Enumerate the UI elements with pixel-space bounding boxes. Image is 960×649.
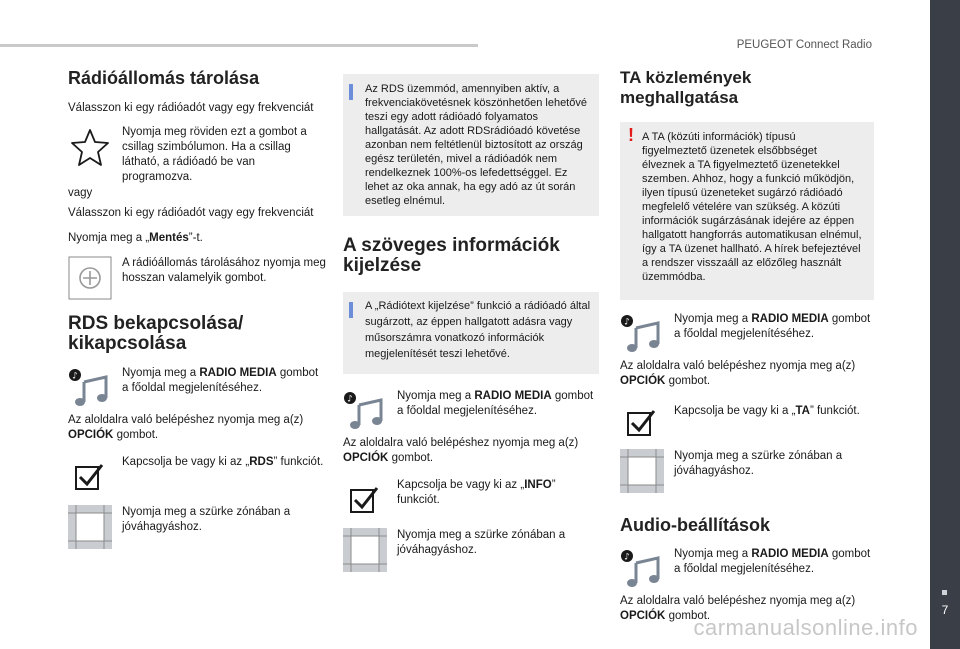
save-instruction: Nyomja meg a „Mentés”-t. [68,232,203,244]
section-title-rds: RDS bekapcsolása/ kikapcsolása [68,313,244,354]
warning-note-text: A TA (közúti információk) típusú figyelmeztető üzenetek elsőbbséget élveznek a TA figyelmeztető üzenetekkel szemben. Ahhoz, hogy a funkció működjön, ilyen típusú üzeneteket sugárzó rádióadó megfelelő vételére van szükség. A közúti információk sugárzásának idejére az éppen hallgatott hangforrás automatikusan elnémul, így a TA üzenet hallható. A hírek befejeztével a rendszer visszaáll az előzőleg használt üzemmódba. [642,131,862,283]
page-number: 7 [941,603,949,617]
column-1 [68,68,326,549]
column-2 [343,74,599,572]
warning-note-ta [620,122,874,300]
plus-instruction: A rádióállomás tárolásához nyomja meg hosszan valamelyik gombot. [122,257,326,284]
music-note-icon [620,312,664,356]
instruction-row-toggle [620,401,874,445]
radio-instruction: Nyomja meg a RADIO MEDIA gombot a főoldal megjelenítéséhez. [674,313,871,340]
instruction-row-confirm [343,528,599,572]
info-note-text: Az RDS üzemmód, amennyiben aktív, a frekvenciakövetésnek köszönhetően lehetővé teszi egy adott rádióadó folyamatos hallgatását. Az adott RDSrádióadó követése azonban nem feltétlenül biztosított az ország egész területén, mivel a rádióadók nem rendelkeznek 100%-os lefedettséggel. Ez lehet az oka annak, ha egy adó az út során esetleg elnémul. [365,83,587,207]
checkbox-icon [620,401,664,445]
instruction-row-radio [343,389,599,433]
page-marker [942,590,947,595]
grey-zone-icon [68,505,112,549]
add-preset-icon [68,256,112,300]
or-text: vagy [68,187,93,199]
instruction-row-toggle [343,478,599,522]
warning-icon: ! [628,125,634,145]
music-note-icon [68,366,112,410]
instruction-row-plus [68,256,326,300]
info-note-radiotext [343,292,599,374]
header-label: PEUGEOT Connect Radio [736,39,872,51]
options-instruction: Az aloldalra való belépéshez nyomja meg a(z) OPCIÓK gombot. [343,437,579,464]
instruction-row-star [68,125,326,185]
section-title-store-station: Rádióállomás tárolása [68,68,260,88]
watermark: carmanualsonline.info [693,615,918,640]
music-note-icon [343,389,387,433]
header-rule [0,44,478,47]
confirm-instruction: Nyomja meg a szürke zónában a jóváhagyáshoz. [397,529,566,556]
section-title-ta: TA közlemények meghallgatása [620,68,752,107]
instruction-row-radio-2 [620,547,874,591]
checkbox-icon [343,478,387,522]
svg-text:♪: ♪ [347,394,353,405]
svg-text:♪: ♪ [624,552,630,563]
instruction-row-radio [68,366,326,410]
info-marker [349,84,353,100]
section-title-text-info: A szöveges információk kijelzése [343,235,560,276]
toggle-instruction: Kapcsolja be vagy ki az „INFO” funkciót. [397,479,556,506]
instruction-row-confirm [68,505,326,549]
toggle-instruction: Kapcsolja be vagy ki a „TA” funkciót. [674,405,860,417]
page-sidebar [930,0,960,649]
instruction-text: Válasszon ki egy rádióadót vagy egy frekvenciát [68,102,314,114]
star-icon [68,125,112,169]
info-note-rds [343,74,599,216]
toggle-instruction: Kapcsolja be vagy ki az „RDS” funkciót. [122,456,324,468]
svg-text:♪: ♪ [624,317,630,328]
music-note-icon [620,547,664,591]
section-title-audio: Audio-beállítások [620,515,771,535]
star-instruction: Nyomja meg röviden ezt a gombot a csillag szimbólumon. Ha a csillag látható, a rádióadó be van programozva. [122,126,307,183]
radio-instruction: Nyomja meg a RADIO MEDIA gombot a főoldal megjelenítéséhez. [397,390,594,417]
options-instruction: Az aloldalra való belépéshez nyomja meg a(z) OPCIÓK gombot. [620,595,856,622]
radio-instruction: Nyomja meg a RADIO MEDIA gombot a főoldal megjelenítéséhez. [674,548,871,575]
grey-zone-icon [620,449,664,493]
instruction-text-2: Válasszon ki egy rádióadót vagy egy frekvenciát [68,207,314,219]
options-instruction: Az aloldalra való belépéshez nyomja meg a(z) OPCIÓK gombot. [620,360,856,387]
column-3 [620,68,874,624]
instruction-row-radio [620,312,874,356]
info-note-text: A „Rádiótext kijelzése” funkció a rádióadó által sugárzott, az éppen hallgatott adásra vagy műsorszámra vonatkozó információk megjelenítését teszi lehetővé. [365,300,591,360]
instruction-row-toggle [68,455,326,499]
instruction-row-confirm [620,449,874,493]
checkbox-icon [68,455,112,499]
info-marker [349,302,353,318]
confirm-instruction: Nyomja meg a szürke zónában a jóváhagyáshoz. [122,506,291,533]
options-instruction: Az aloldalra való belépéshez nyomja meg a(z) OPCIÓK gombot. [68,414,304,441]
grey-zone-icon [343,528,387,572]
radio-instruction: Nyomja meg a RADIO MEDIA gombot a főoldal megjelenítéséhez. [122,367,319,394]
confirm-instruction: Nyomja meg a szürke zónában a jóváhagyáshoz. [674,450,843,477]
svg-text:♪: ♪ [72,371,78,382]
